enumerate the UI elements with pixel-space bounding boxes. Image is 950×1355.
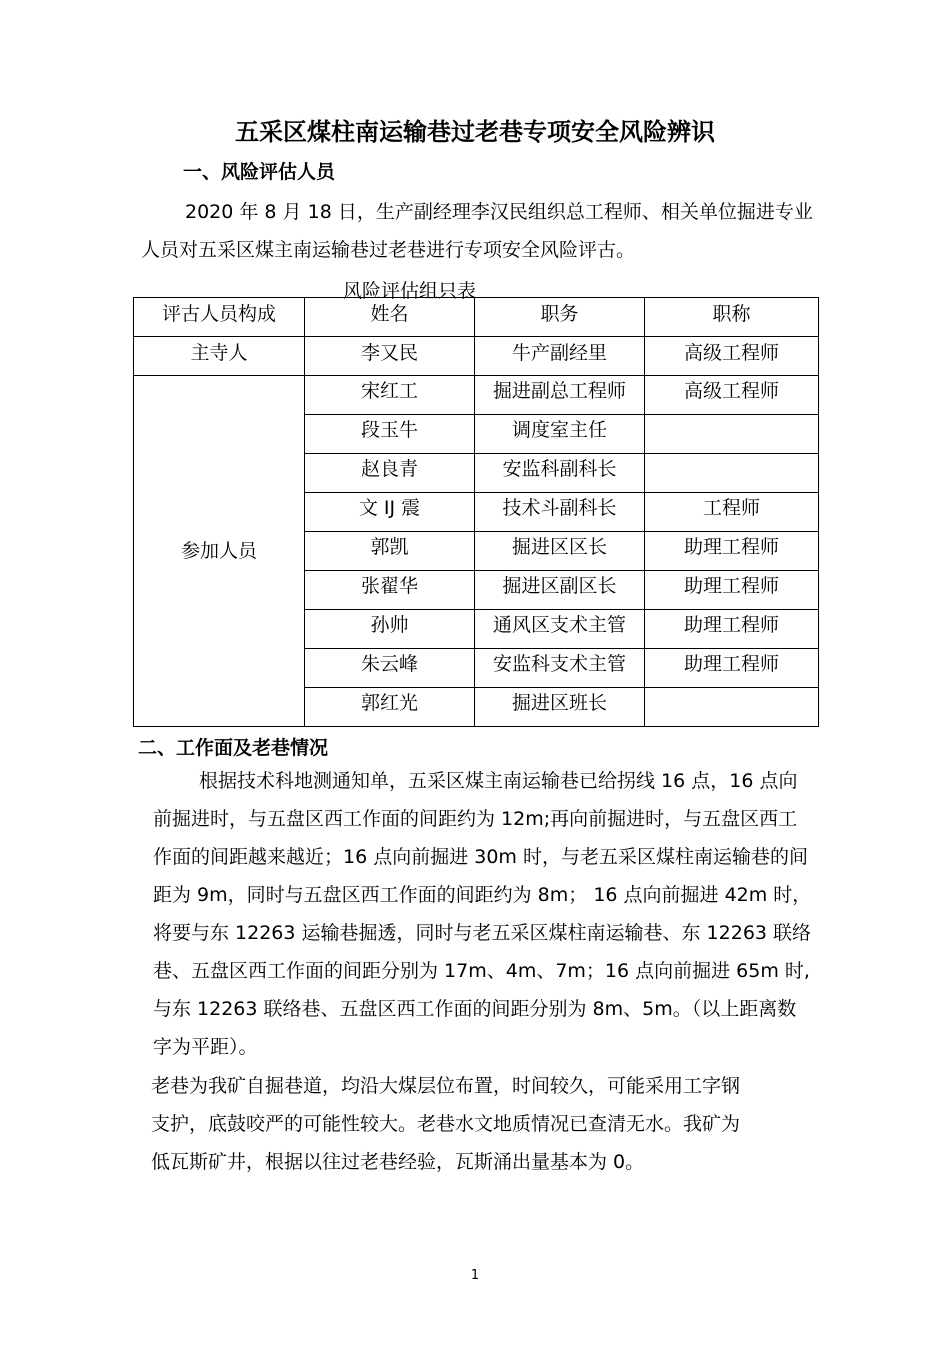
participants-role-cell: 参加人员 xyxy=(134,376,305,727)
table-row xyxy=(134,376,819,415)
participant-position-cell: 掘进区班长 xyxy=(475,688,645,727)
participant-name-cell: 郭凯 xyxy=(305,532,475,571)
participant-name-cell: 宋红工 xyxy=(305,376,475,415)
participant-position-cell: 掘进区副区长 xyxy=(475,571,645,610)
participant-title-cell xyxy=(645,415,819,454)
participant-position-cell: 掘进副总工程师 xyxy=(475,376,645,415)
section-2-line-9: 老巷为我矿自掘巷道，均沿大煤层位布置，时间较久，可能采用工字钢 xyxy=(151,1075,741,1097)
section-2-line-4: 距为 9m，同时与五盘区西工作面的间距约为 8m； 16 点向前掘进 42m 时， xyxy=(153,884,812,906)
section-1-line-2: 人员对五采区煤主南运输巷过老巷进行专项安全风险评古。 xyxy=(141,239,636,261)
participant-title-cell xyxy=(645,454,819,493)
participant-name-cell: 朱云峰 xyxy=(305,649,475,688)
section-2-heading: 二、工作面及老巷情况 xyxy=(138,737,329,759)
participant-title-cell: 助理工程师 xyxy=(645,610,819,649)
section-2-line-1: 根据技术科地测通知单，五采区煤主南运输巷已给拐线 16 点，16 点向 xyxy=(199,770,798,792)
column-header-composition: 评古人员构成 xyxy=(134,298,305,337)
page-number: 1 xyxy=(470,1268,480,1283)
participant-title-cell: 助理工程师 xyxy=(645,571,819,610)
section-2-line-5: 将要与东 12263 运输巷掘透，同时与老五采区煤柱南运输巷、东 12263 联络 xyxy=(153,922,812,944)
participant-position-cell: 调度室主任 xyxy=(475,415,645,454)
column-header-position: 职务 xyxy=(475,298,645,337)
column-header-title: 职称 xyxy=(645,298,819,337)
section-2-line-2: 前掘进时，与五盘区西工作面的间距约为 12m;再向前掘进时，与五盘区西工 xyxy=(153,808,798,830)
leader-name-cell: 李又民 xyxy=(305,337,475,376)
section-1-line-1: 2020 年 8 月 18 日，生产副经理李汉民组织总工程师、相关单位掘进专业 xyxy=(185,201,813,223)
section-2-line-10: 支护，底鼓咬严的可能性较大。老巷水文地质情况已查清无水。我矿为 xyxy=(151,1113,741,1135)
table-header-row xyxy=(134,298,819,337)
participant-name-cell: 郭红光 xyxy=(305,688,475,727)
participant-position-cell: 掘进区区长 xyxy=(475,532,645,571)
participant-title-cell: 助理工程师 xyxy=(645,532,819,571)
section-1-heading: 一、风险评估人员 xyxy=(183,161,336,183)
section-2-line-7: 与东 12263 联络巷、五盘区西工作面的间距分别为 8m、5m。（以上距离数 xyxy=(153,998,797,1020)
participant-title-cell: 助理工程师 xyxy=(645,649,819,688)
participant-name-cell: 孙帅 xyxy=(305,610,475,649)
participant-name-cell: 赵良青 xyxy=(305,454,475,493)
participant-title-cell xyxy=(645,688,819,727)
participant-position-cell: 安监科支术主管 xyxy=(475,649,645,688)
participant-title-cell: 工程师 xyxy=(645,493,819,532)
participant-title-cell: 高级工程师 xyxy=(645,376,819,415)
participant-position-cell: 技术斗副科长 xyxy=(475,493,645,532)
participant-position-cell: 安监科副科长 xyxy=(475,454,645,493)
participant-position-cell: 通风区支术主管 xyxy=(475,610,645,649)
column-header-name: 姓名 xyxy=(305,298,475,337)
risk-assessment-staff-table xyxy=(133,297,819,727)
section-2-line-3: 作面的间距越来越近；16 点向前掘进 30m 时，与老五采区煤柱南运输巷的间 xyxy=(153,846,808,868)
document-title: 五采区煤柱南运输巷过老巷专项安全风险辨识 xyxy=(235,118,715,146)
section-2-line-11: 低瓦斯矿井，根据以往过老巷经验，瓦斯涌出量基本为 0。 xyxy=(151,1151,645,1173)
participant-name-cell: 张翟华 xyxy=(305,571,475,610)
participant-name-cell: 段玉牛 xyxy=(305,415,475,454)
leader-title-cell: 高级工程师 xyxy=(645,337,819,376)
participant-name-cell: 文 IJ 震 xyxy=(305,493,475,532)
table-caption: 风险评估组只表 xyxy=(343,280,477,302)
section-2-line-6: 巷、五盘区西工作面的间距分别为 17m、4m、7m；16 点向前掘进 65m 时, xyxy=(153,960,810,982)
table-row-leader xyxy=(134,337,819,376)
section-2-line-8: 字为平距）。 xyxy=(153,1036,258,1058)
leader-position-cell: 牛产副经里 xyxy=(475,337,645,376)
leader-role-cell: 主寺人 xyxy=(134,337,305,376)
